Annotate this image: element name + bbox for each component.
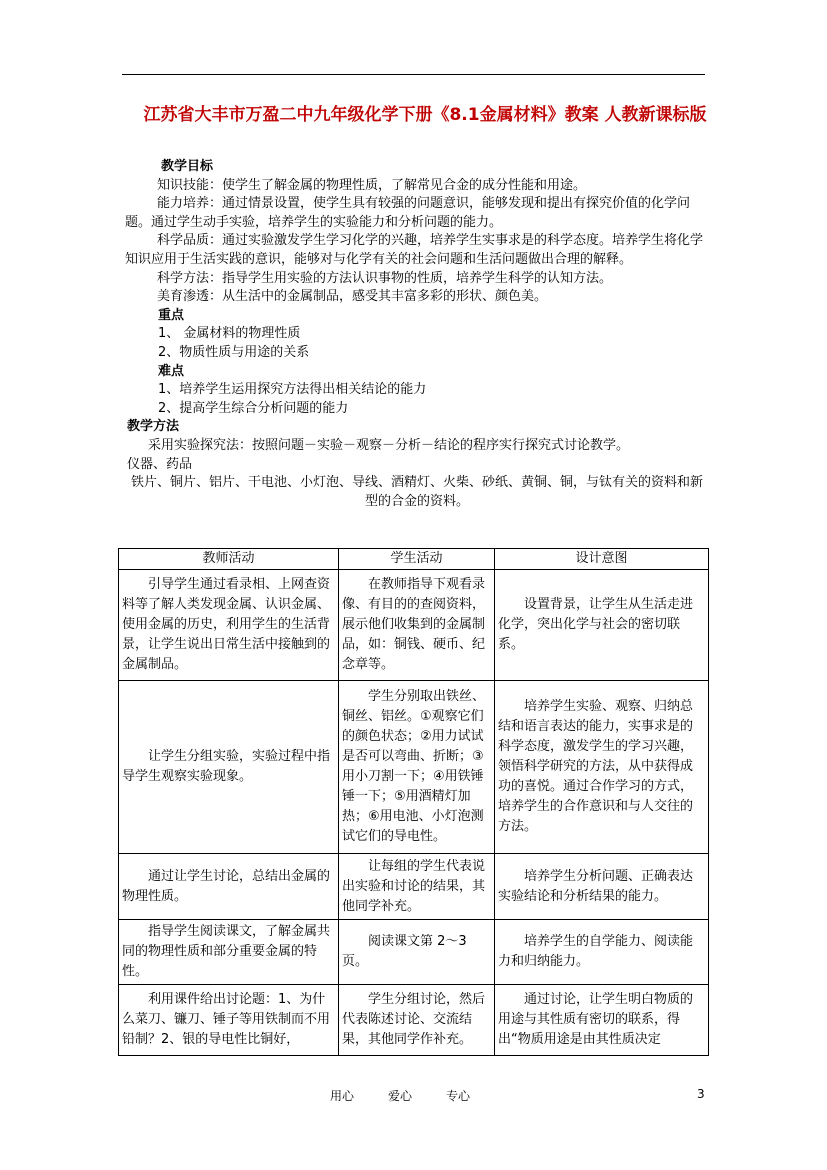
table-cell: 在教师指导下观看录像、有目的的查阅资料，展示他们收集到的金属制品，如：铜钱、硬币、纪念章等。 xyxy=(339,570,495,681)
materials-heading: 仪器、药品 xyxy=(127,456,193,472)
table-cell: 引导学生通过看录相、上网查资料等了解人类发现金属、认识金属、使用金属的历史，利用学生的生活背景，让学生说出日常生活中接触到的金属制品。 xyxy=(119,570,339,681)
table-cell: 指导学生阅读课文，了解金属共同的物理性质和部分重要金属的特性。 xyxy=(119,920,339,985)
teaching-method-text: 采用实验探究法：按照问题－实验－观察－分析－结论的程序实行探究式讨论教学。 xyxy=(148,437,630,453)
goal-aesthetic: 美育渗透：从生活中的金属制品，感受其丰富多彩的形状、颜色美。 xyxy=(157,289,548,305)
table-cell: 培养学生分析问题、正确表达实验结论和分析结果的能力。 xyxy=(495,854,709,920)
goal-method: 科学方法：指导学生用实验的方法认识事物的性质，培养学生科学的认知方法。 xyxy=(157,270,613,286)
materials-text: 铁片、铜片、铝片、干电池、小灯泡、导线、酒精灯、火柴、砂纸、黄铜、铜，与钛有关的资料和新型的合金的资料。 xyxy=(130,475,703,509)
goal-quality: 科学品质：通过实验激发学生学习化学的兴趣，培养学生实事求是的科学态度。培养学生将化学知识应用于生活实践的意识，能够对与化学有关的社会问题和生活问题做出合理的解释。 xyxy=(125,233,704,267)
difficulty-item: 1、培养学生运用探究方法得出相关结论的能力 xyxy=(158,382,427,398)
table-row xyxy=(119,920,709,985)
footer-left: 用心 xyxy=(330,1089,355,1103)
goal-knowledge: 知识技能：使学生了解金属的物理性质，了解常见合金的成分性能和用途。 xyxy=(157,177,587,193)
goal-ability: 能力培养：通过情景设置，使学生具有较强的问题意识，能够发现和提出有探究价值的化学问题。通过学生动手实验，培养学生的实验能力和分析问题的能力。 xyxy=(125,196,691,230)
teaching-method-heading: 教学方法 xyxy=(127,419,180,435)
table-cell: 利用课件给出讨论题：1、为什么菜刀、镰刀、锤子等用铁制而不用铅制？2、银的导电性比铜好， xyxy=(119,985,339,1056)
table-cell: 培养学生实验、观察、归纳总结和语言表达的能力，实事求是的科学态度，激发学生的学习兴趣，领悟科学研究的方法，从中获得成功的喜悦。通过合作学习的方式，培养学生的合作意识和与人交往的方法。 xyxy=(495,681,709,854)
table-row xyxy=(119,985,709,1056)
header-teacher-activity: 教师活动 xyxy=(119,549,339,570)
table-cell: 通过让学生讨论，总结出金属的物理性质。 xyxy=(119,854,339,920)
lesson-activity-table xyxy=(118,548,709,1056)
header-design-intent: 设计意图 xyxy=(495,549,709,570)
page-number: 3 xyxy=(697,1087,705,1101)
table-cell: 通过讨论，让学生明白物质的用途与其性质有密切的联系，得出“物质用途是由其性质决定 xyxy=(495,985,709,1056)
header-student-activity: 学生活动 xyxy=(339,549,495,570)
table-cell: 学生分组讨论，然后代表陈述讨论、交流结果，其他同学作补充。 xyxy=(339,985,495,1056)
table-cell: 设置背景，让学生从生活走进化学，突出化学与社会的密切联系。 xyxy=(495,570,709,681)
key-point-item: 1、 金属材料的物理性质 xyxy=(158,326,301,342)
difficulty-item: 2、提高学生综合分析问题的能力 xyxy=(158,400,349,416)
difficulties-heading: 难点 xyxy=(158,363,185,379)
table-row xyxy=(119,570,709,681)
table-row xyxy=(119,681,709,854)
table-row xyxy=(119,854,709,920)
table-cell: 学生分别取出铁丝、铜丝、铝丝。①观察它们的颜色状态；②用力试试是否可以弯曲、折断；③用小刀割一下；④用铁锤锤一下；⑤用酒精灯加热；⑥用电池、小灯泡测试它们的导电性。 xyxy=(339,681,495,854)
header-rule xyxy=(122,74,705,75)
key-point-item: 2、物质性质与用途的关系 xyxy=(158,344,310,360)
table-header-row xyxy=(119,549,709,570)
footer-middle: 爱心 xyxy=(388,1089,413,1103)
goals-heading: 教学目标 xyxy=(161,159,214,174)
document-body xyxy=(125,158,710,511)
table-cell: 培养学生的自学能力、阅读能力和归纳能力。 xyxy=(495,920,709,985)
key-points-heading: 重点 xyxy=(158,307,185,323)
document-title: 江苏省大丰市万盈二中九年级化学下册《8.1金属材料》教案 人教新课标版 xyxy=(143,105,707,125)
table-cell: 让每组的学生代表说出实验和讨论的结果，其他同学补充。 xyxy=(339,854,495,920)
footer-right: 专心 xyxy=(446,1089,471,1103)
table-cell: 阅读课文第 2～3页。 xyxy=(339,920,495,985)
table-cell: 让学生分组实验，实验过程中指导学生观察实验现象。 xyxy=(119,681,339,854)
